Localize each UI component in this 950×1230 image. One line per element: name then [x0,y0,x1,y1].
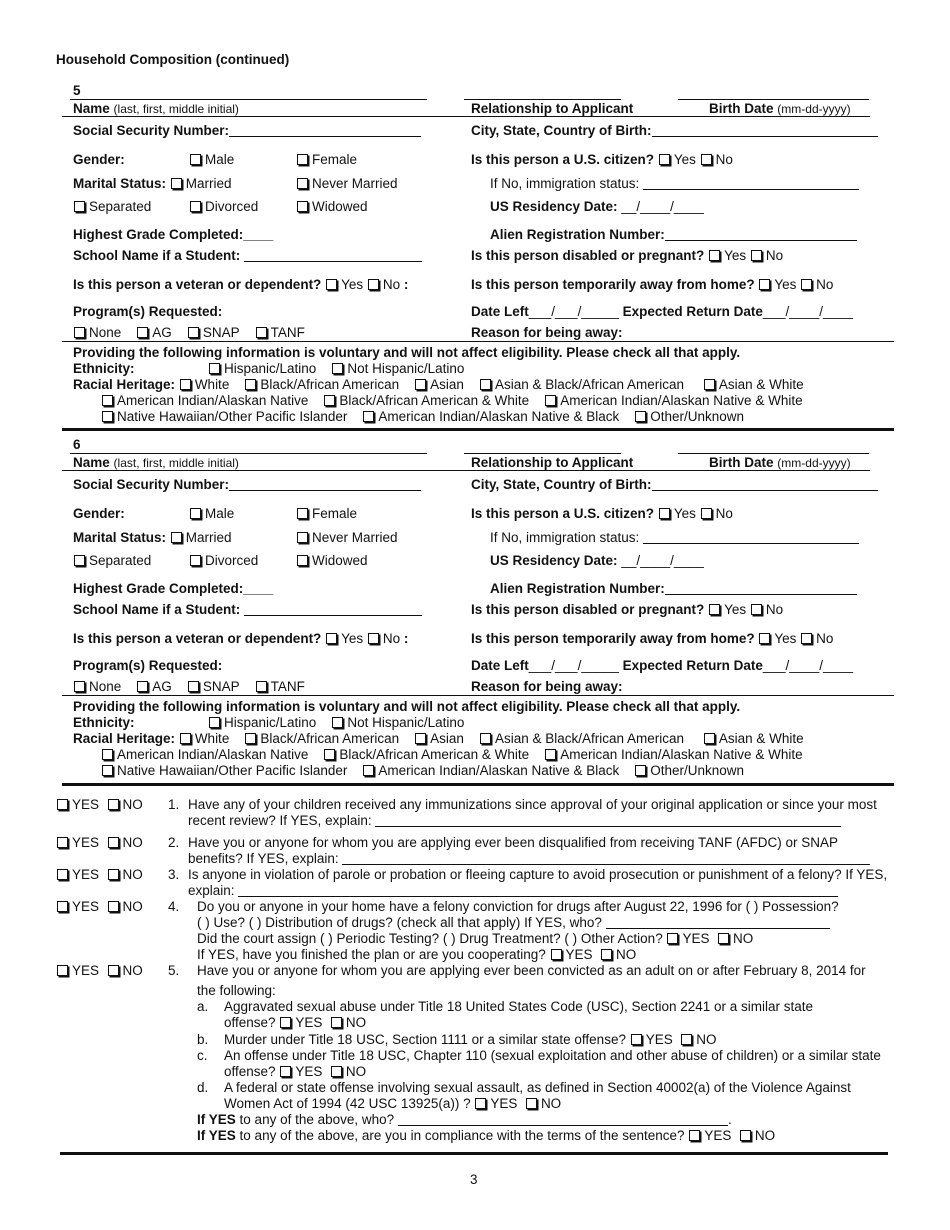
if-yes-label: If YES [197,1128,236,1143]
if-yes-label: If YES [197,1112,236,1127]
female-checkbox[interactable]: Female [296,506,357,521]
checkbox-icon [190,154,201,165]
divorced-checkbox[interactable]: Divorced [189,199,258,214]
yes-checkbox[interactable] [280,1017,291,1028]
checkbox-icon [74,555,85,566]
no-checkbox[interactable] [331,1017,342,1028]
no-checkbox[interactable] [718,933,729,944]
residency-date-field[interactable]: US Residency Date: __/____/____ [490,553,704,568]
no-checkbox[interactable] [108,799,119,810]
hispanic-checkbox[interactable] [209,717,220,728]
checkbox-icon [74,201,85,212]
sub-letter: c. [197,1048,208,1063]
yes-checkbox[interactable] [759,633,770,644]
marital-status: Marital Status: Married [73,530,232,545]
white-checkbox[interactable] [180,733,191,744]
member-number: 5 [73,83,81,98]
no-checkbox[interactable] [681,1034,692,1045]
yes-checkbox[interactable] [326,279,337,290]
question-2: YES NO 2. Have you or anyone for whom you are applying ever been disqualified from receiving TANF (AFDC) or SNAP benefits? If YES, explain: [56,835,896,867]
question-text: Have you or anyone for whom you are applying ever been disqualified from receiving TANF (AFDC) or SNAP benefits? If YES, explain: [188,835,838,866]
black-checkbox[interactable] [245,733,256,744]
no-checkbox[interactable] [331,1066,342,1077]
no-checkbox[interactable] [108,901,119,912]
residency-date-field[interactable]: US Residency Date: __/____/____ [490,199,704,214]
who-field[interactable] [398,1113,728,1126]
question-number: 3. [168,867,180,882]
member-number: 6 [73,437,81,452]
marital-status: Marital Status: Married [73,176,232,191]
sub-letter: a. [197,999,209,1014]
divorced-checkbox[interactable]: Divorced [189,553,258,568]
male-checkbox[interactable]: Male [189,152,234,167]
checkbox-icon [297,154,308,165]
yes-checkbox[interactable] [709,604,720,615]
away-question: Is this person temporarily away from home? Yes No [471,277,834,292]
page-number: 3 [470,1172,478,1187]
explain-field[interactable] [238,884,838,897]
ethnicity-label: Ethnicity: [73,361,135,376]
school-field[interactable]: School Name if a Student: [73,602,422,617]
name-label: Name (last, first, middle initial) [73,101,239,116]
explain-field[interactable] [375,814,841,827]
yes-checkbox[interactable] [667,933,678,944]
programs-options: None AG SNAP TANF [73,679,305,694]
ethnicity-options: Hispanic/Latino Not Hispanic/Latino [208,715,464,730]
checkbox-icon [297,555,308,566]
racial-row-3: Native Hawaiian/Other Pacific Islander American Indian/Alaskan Native & Black Other/Unknown [101,409,744,424]
checkbox-icon [190,201,201,212]
checkbox-icon [190,508,201,519]
separated-checkbox[interactable]: Separated [73,553,151,568]
page-title: Household Composition (continued) [56,52,290,67]
ssn-field[interactable]: Social Security Number: [73,477,421,492]
checkbox-icon [297,532,308,543]
reason-away-field[interactable]: Reason for being away: [471,325,623,340]
question-4: YES NO 4. Do you or anyone in your home have a felony conviction for drugs after August 22, 1996 for ( ) Possession? ( ) Use? ( ) Distribution of drugs? (check all that apply) If YES, who? Did the court assign ( ) Periodic Testing? ( ) Drug Treatment? ( ) Other Action? YES NO If YES, have you finished the plan or are you cooperating? YES NO [56,899,896,963]
question-text: Have any of your children received any immunizations since approval of your original application or since your most recent review? If YES, explain: [188,797,877,828]
sub-question-text: A federal or state offense involving sexual assault, as defined in Section 40002(a) of the Violence Against Women Act of 1994 (42 USC 13925(a)) ? [224,1080,851,1111]
never-married-checkbox[interactable]: Never Married [296,176,398,191]
question-text: to any of the above, are you in compliance with the terms of the sentence? [239,1128,685,1143]
asian-checkbox[interactable] [415,379,426,390]
question-text: Is anyone in violation of parole or probation or fleeing capture to avoid prosecution or punishment of a felony? If YES, explain: [188,867,888,898]
ag-checkbox[interactable] [137,681,148,692]
gender-label: Gender: [73,152,125,167]
yes-checkbox[interactable] [709,250,720,261]
birthplace-field[interactable]: City, State, Country of Birth: [471,477,878,492]
widowed-checkbox[interactable]: Widowed [296,199,368,214]
amind-black-checkbox[interactable] [363,411,374,422]
no-checkbox[interactable] [701,508,712,519]
yes-checkbox[interactable] [689,1130,700,1141]
question-text: to any of the above, who? [239,1112,395,1127]
white-checkbox[interactable] [180,379,191,390]
question-number: 2. [168,835,180,850]
ssn-field[interactable]: Social Security Number: [73,123,421,138]
yes-checkbox[interactable] [326,633,337,644]
question-text: Have you or anyone for whom you are applying ever been convicted as an adult on or after February 8, 2014 for [197,963,866,978]
no-checkbox[interactable] [368,633,379,644]
racial-row-1: Racial Heritage: White Black/African American Asian Asian & Black/African American Asian & White [73,731,804,746]
asian-black-checkbox[interactable] [480,733,491,744]
date-left-field[interactable]: Date Left___/___/_____ Expected Return Date___/____/____ [471,658,854,673]
other-checkbox[interactable] [635,411,646,422]
hawaiian-checkbox[interactable] [102,765,113,776]
no-checkbox[interactable] [740,1130,751,1141]
no-checkbox[interactable] [108,837,119,848]
sub-question-text: An offense under Title 18 USC, Chapter 110 (sexual exploitation and other abuse of children) or a similar state offense? [224,1048,881,1079]
yes-checkbox[interactable] [475,1098,486,1109]
question-text: the following: [197,983,276,998]
ag-checkbox[interactable] [137,327,148,338]
amind-black-checkbox[interactable] [363,765,374,776]
name-label: Name (last, first, middle initial) [73,455,239,470]
yes-checkbox[interactable] [57,869,68,880]
grade-field[interactable]: Highest Grade Completed:____ [73,227,274,242]
question-1: YES NO 1. Have any of your children received any immunizations since approval of your original application or since your most recent review? If YES, explain: [56,797,896,829]
snap-checkbox[interactable] [188,327,199,338]
grade-field[interactable]: Highest Grade Completed:____ [73,581,274,596]
birthplace-field[interactable]: City, State, Country of Birth: [471,123,878,138]
racial-row-1: Racial Heritage: White Black/African American Asian Asian & Black/African American Asian & White [73,377,804,392]
school-field[interactable]: School Name if a Student: [73,248,422,263]
racial-row-2: American Indian/Alaskan Native Black/African American & White American Indian/Alaskan Native & White [101,393,803,408]
yes-checkbox[interactable] [57,901,68,912]
amind-checkbox[interactable] [102,749,113,760]
question-number: 5. [168,963,180,978]
veteran-question: Is this person a veteran or dependent? Yes No : [73,631,409,646]
immigration-field[interactable]: If No, immigration status: [490,530,859,545]
sub-letter: b. [197,1032,209,1047]
checkbox-icon [297,201,308,212]
no-checkbox[interactable] [526,1098,537,1109]
question-3: YES NO 3. Is anyone in violation of parole or probation or fleeing capture to avoid prosecution or punishment of a felony? If YES, explain: [56,867,896,899]
programs-label: Program(s) Requested: [73,658,223,673]
ethnicity-options: Hispanic/Latino Not Hispanic/Latino [208,361,464,376]
yes-checkbox[interactable] [551,949,562,960]
away-question: Is this person temporarily away from home? Yes No [471,631,834,646]
tanf-checkbox[interactable] [256,681,267,692]
no-checkbox[interactable] [108,965,119,976]
black-white-checkbox[interactable] [324,395,335,406]
yes-checkbox[interactable] [57,799,68,810]
sub-letter: d. [197,1080,209,1095]
sub-question-text: Murder under Title 18 USC, Section 1111 or a similar state offense? [224,1032,626,1047]
not-hispanic-checkbox[interactable] [332,363,343,374]
asian-black-checkbox[interactable] [480,379,491,390]
checkbox-icon [297,178,308,189]
tanf-checkbox[interactable] [256,327,267,338]
relationship-label: Relationship to Applicant [471,455,634,470]
alien-number-field[interactable]: Alien Registration Number: [490,227,857,242]
immigration-field[interactable]: If No, immigration status: [490,176,859,191]
no-checkbox[interactable] [601,949,612,960]
snap-checkbox[interactable] [188,681,199,692]
no-checkbox[interactable] [108,869,119,880]
black-white-checkbox[interactable] [324,749,335,760]
yes-checkbox[interactable] [631,1034,642,1045]
no-checkbox[interactable] [751,250,762,261]
black-checkbox[interactable] [245,379,256,390]
yes-checkbox[interactable] [57,837,68,848]
citizen-question: Is this person a U.S. citizen? Yes No [471,152,733,167]
question-number: 4. [168,899,180,914]
no-checkbox[interactable] [801,633,812,644]
racial-row-3: Native Hawaiian/Other Pacific Islander American Indian/Alaskan Native & Black Other/Unknown [101,763,744,778]
citizen-question: Is this person a U.S. citizen? Yes No [471,506,733,521]
no-checkbox[interactable] [751,604,762,615]
question-text: ( ) Use? ( ) Distribution of drugs? (check all that apply) If YES, who? [197,915,602,930]
checkbox-icon [190,555,201,566]
amind-white-checkbox[interactable] [545,395,556,406]
voluntary-notice: Providing the following information is voluntary and will not affect eligibility. Please check all that apply. [73,345,741,360]
question-5: YES NO 5. Have you or anyone for whom you are applying ever been convicted as an adult on or after February 8, 2014 for the following: a. Aggravated sexual abuse under Title 18 United States Code (USC), Section 2241 or a similar state offense? YES NO b. Murder under Title 18 USC, Section 1111 or a similar state offense? YES NO c. An offense under Title 18 USC, Chapter 110 (sexual exploitation and other abuse of children) or a similar state offense? YES NO d. A federal or state offense involving sexual assault, as defined in Section 40002(a) of the Violence Against Women Act of 1994 (42 USC 13925(a)) ? YES NO If YES to any of the above, who? . If YES to any of the above, are you in compliance with the terms of the sentence? YES NO [56,963,896,1153]
female-checkbox[interactable]: Female [296,152,357,167]
yes-checkbox[interactable] [57,965,68,976]
amind-checkbox[interactable] [102,395,113,406]
no-checkbox[interactable] [801,279,812,290]
hawaiian-checkbox[interactable] [102,411,113,422]
yes-checkbox[interactable] [659,154,670,165]
yes-checkbox[interactable] [659,508,670,519]
veteran-question: Is this person a veteran or dependent? Yes No : [73,277,409,292]
disabled-question: Is this person disabled or pregnant? Yes No [471,248,784,263]
male-checkbox[interactable]: Male [189,506,234,521]
voluntary-notice: Providing the following information is voluntary and will not affect eligibility. Please check all that apply. [73,699,741,714]
married-checkbox[interactable] [171,178,182,189]
explain-field[interactable] [342,852,870,865]
asian-white-checkbox[interactable] [704,733,715,744]
yes-checkbox[interactable] [759,279,770,290]
programs-options: None AG SNAP TANF [73,325,305,340]
none-checkbox[interactable] [74,327,85,338]
amind-white-checkbox[interactable] [545,749,556,760]
sub-question-text: Aggravated sexual abuse under Title 18 United States Code (USC), Section 2241 or a similar state offense? [224,999,814,1030]
never-married-checkbox[interactable]: Never Married [296,530,398,545]
married-checkbox[interactable] [171,532,182,543]
footer-divider [60,1152,888,1155]
checkbox-icon [297,508,308,519]
other-checkbox[interactable] [635,765,646,776]
question-text: If YES, have you finished the plan or are you cooperating? [197,947,546,962]
birth-date-label: Birth Date (mm-dd-yyyy) [709,101,851,116]
relationship-label: Relationship to Applicant [471,101,634,116]
widowed-checkbox[interactable]: Widowed [296,553,368,568]
gender-label: Gender: [73,506,125,521]
racial-row-2: American Indian/Alaskan Native Black/African American & White American Indian/Alaskan Native & White [101,747,803,762]
who-field[interactable] [606,916,830,929]
question-text: Did the court assign ( ) Periodic Testing? ( ) Drug Treatment? ( ) Other Action? [197,931,663,946]
disabled-question: Is this person disabled or pregnant? Yes No [471,602,784,617]
date-left-field[interactable]: Date Left___/___/_____ Expected Return Date___/____/____ [471,304,854,319]
programs-label: Program(s) Requested: [73,304,223,319]
not-hispanic-checkbox[interactable] [332,717,343,728]
reason-away-field[interactable]: Reason for being away: [471,679,623,694]
question-text: Do you or anyone in your home have a felony conviction for drugs after August 22, 1996 for ( ) Possession? [197,899,839,914]
ethnicity-label: Ethnicity: [73,715,135,730]
no-checkbox[interactable] [701,154,712,165]
none-checkbox[interactable] [74,681,85,692]
no-checkbox[interactable] [368,279,379,290]
hispanic-checkbox[interactable] [209,363,220,374]
asian-white-checkbox[interactable] [704,379,715,390]
asian-checkbox[interactable] [415,733,426,744]
alien-number-field[interactable]: Alien Registration Number: [490,581,857,596]
separated-checkbox[interactable]: Separated [73,199,151,214]
question-number: 1. [168,797,180,812]
yes-checkbox[interactable] [280,1066,291,1077]
birth-date-label: Birth Date (mm-dd-yyyy) [709,455,851,470]
